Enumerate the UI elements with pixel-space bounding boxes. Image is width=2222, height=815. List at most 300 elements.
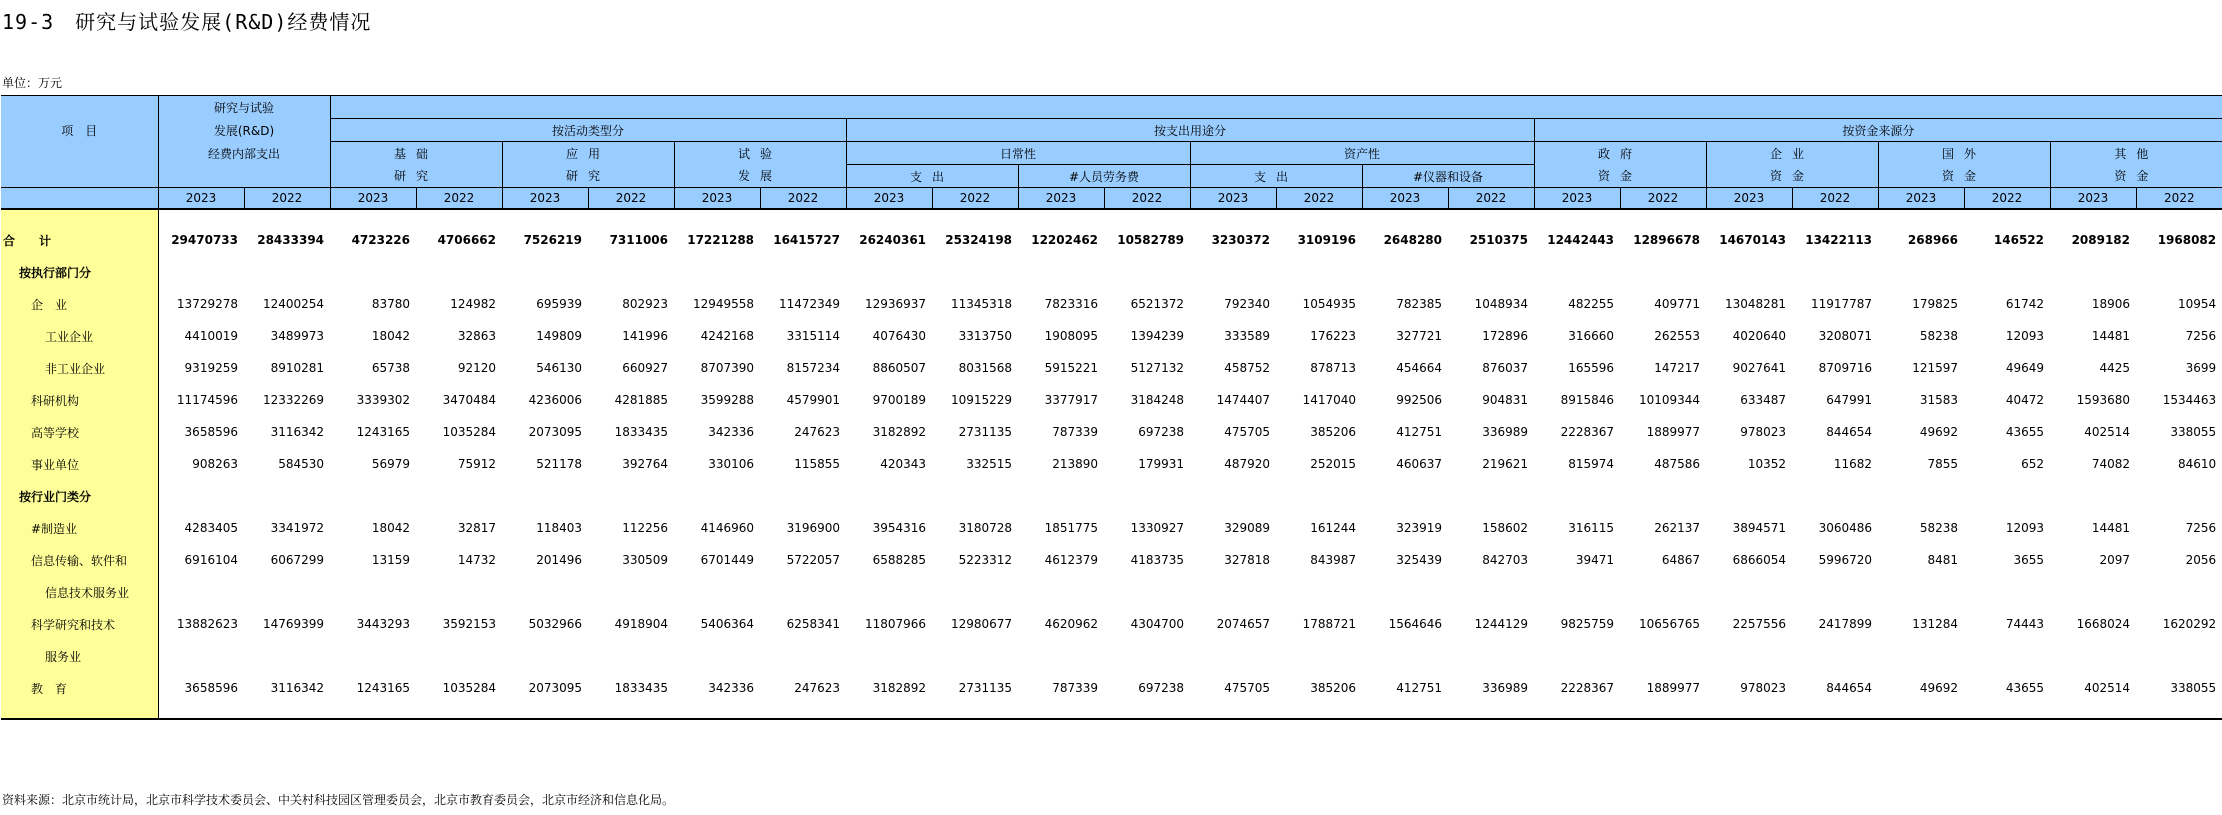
table-cell: 802923 [622, 297, 669, 311]
table-cell: 14769399 [262, 617, 325, 631]
table-cell: 39471 [1575, 553, 1615, 567]
table-cell: 336989 [1482, 425, 1529, 439]
other-funds-header: 其他 [2050, 142, 2222, 165]
year-header-2022: 2022 [244, 188, 330, 210]
table-cell [1018, 480, 1104, 512]
table-cell: 9319259 [184, 361, 238, 375]
table-cell: 2097 [2099, 553, 2131, 567]
table-cell: 1417040 [1302, 393, 1357, 407]
table-cell: 8860507 [872, 361, 927, 375]
table-cell: 74082 [2091, 457, 2131, 471]
table-cell: 487920 [1224, 457, 1271, 471]
group-source-header: 按资金来源分 [1534, 119, 2222, 142]
table-cell [674, 576, 760, 608]
table-row [1, 672, 2222, 704]
table-cell: 4242168 [700, 329, 755, 343]
table-cell: 56979 [371, 457, 411, 471]
table-row [1, 448, 2222, 480]
table-cell: 3230372 [1211, 233, 1271, 247]
table-cell: 1788721 [1302, 617, 1357, 631]
year-header-2023: 2023 [846, 188, 932, 210]
table-cell [588, 256, 674, 288]
table-cell: 29470733 [171, 233, 238, 247]
table-cell: 1243165 [356, 425, 411, 439]
table-cell [158, 576, 244, 608]
table-cell: 262553 [1654, 329, 1701, 343]
table-cell: 13882623 [176, 617, 238, 631]
table-cell: 7256 [2185, 329, 2217, 343]
table-cell: 6866054 [1732, 553, 1787, 567]
table-row [1, 384, 2222, 416]
table-cell: 83780 [371, 297, 411, 311]
table-cell: 1851775 [1044, 521, 1099, 535]
table-cell: 647991 [1826, 393, 1873, 407]
basic-research-header: 基础 [330, 142, 502, 165]
table-cell [588, 640, 674, 672]
table-cell: 4183735 [1130, 553, 1185, 567]
table-cell [1878, 640, 1964, 672]
table-cell [1878, 480, 1964, 512]
table-cell: 10352 [1747, 457, 1787, 471]
table-cell: 409771 [1654, 297, 1701, 311]
table-cell [1706, 256, 1792, 288]
basic-research-header-2: 研究 [330, 165, 502, 188]
table-cell: 5127132 [1130, 361, 1185, 375]
table-cell: 4723226 [351, 233, 411, 247]
table-cell: 327721 [1396, 329, 1443, 343]
table-cell [1276, 480, 1362, 512]
table-cell [330, 480, 416, 512]
table-cell: 252015 [1310, 457, 1357, 471]
table-cell: 1968082 [2157, 233, 2217, 247]
table-cell: 179825 [1912, 297, 1959, 311]
table-cell: 10954 [2177, 297, 2217, 311]
year-header-2022: 2022 [1620, 188, 1706, 210]
table-cell [1018, 576, 1104, 608]
table-cell: 5722057 [786, 553, 841, 567]
table-cell [2050, 256, 2136, 288]
table-cell: 213890 [1052, 457, 1099, 471]
table-cell: 7823316 [1044, 297, 1099, 311]
table-cell [1448, 480, 1534, 512]
table-cell: 16415727 [773, 233, 841, 247]
table-cell [244, 640, 330, 672]
table-cell: 342336 [708, 425, 755, 439]
table-cell: 338055 [2170, 425, 2217, 439]
table-cell: 908263 [192, 457, 238, 471]
personnel-header: #人员劳务费 [1018, 165, 1190, 188]
table-cell: 3658596 [184, 425, 238, 439]
table-row [1, 576, 2222, 608]
table-cell: 5915221 [1044, 361, 1099, 375]
row-label: 按行业门类分 [1, 480, 158, 512]
table-cell: 13048281 [1724, 297, 1787, 311]
table-cell: 3184248 [1130, 393, 1185, 407]
row-label: 科研机构 [1, 384, 158, 416]
row-label: 高等学校 [1, 416, 158, 448]
table-cell [846, 256, 932, 288]
table-cell: 2228367 [1560, 425, 1615, 439]
year-header-2022: 2022 [588, 188, 674, 210]
row-label: 服务业 [1, 640, 158, 672]
table-cell: 2089182 [2071, 233, 2131, 247]
table-cell: 3180728 [958, 521, 1013, 535]
table-cell: 9700189 [872, 393, 927, 407]
table-cell [2050, 576, 2136, 608]
table-cell [1362, 640, 1448, 672]
table-cell: 10582789 [1117, 233, 1185, 247]
table-cell [502, 576, 588, 608]
table-cell: 1593680 [2076, 393, 2131, 407]
row-label: 信息传输、软件和 [1, 544, 158, 576]
table-cell: 61742 [2005, 297, 2045, 311]
table-cell [1620, 640, 1706, 672]
table-cell [1276, 576, 1362, 608]
table-cell: 338055 [2170, 681, 2217, 695]
table-cell [1104, 576, 1190, 608]
table-cell: 31583 [1919, 393, 1959, 407]
table-cell: 1908095 [1044, 329, 1099, 343]
table-cell: 2731135 [958, 681, 1013, 695]
table-cell: 1889977 [1646, 425, 1701, 439]
table-cell: 13159 [371, 553, 411, 567]
table-cell: 697238 [1138, 681, 1185, 695]
table-cell: 8915846 [1560, 393, 1615, 407]
table-cell: 3894571 [1732, 521, 1787, 535]
table-cell: 3116342 [270, 425, 325, 439]
table-cell: 10915229 [950, 393, 1013, 407]
table-cell: 1833435 [614, 681, 669, 695]
table-cell: 412751 [1396, 425, 1443, 439]
table-cell [1104, 480, 1190, 512]
table-cell [1276, 640, 1362, 672]
table-cell: 330509 [622, 553, 669, 567]
table-cell [2136, 640, 2222, 672]
year-header-2023: 2023 [330, 188, 416, 210]
table-cell: 3377917 [1044, 393, 1099, 407]
row-label: 信息技术服务业 [1, 576, 158, 608]
table-cell: 92120 [457, 361, 497, 375]
table-cell: 8707390 [700, 361, 755, 375]
table-cell: 1833435 [614, 425, 669, 439]
table-cell: 1668024 [2076, 617, 2131, 631]
table-cell: 1048934 [1474, 297, 1529, 311]
table-cell: 26240361 [859, 233, 927, 247]
table-cell: 58238 [1919, 521, 1959, 535]
gov-funds-header-2: 资金 [1534, 165, 1706, 188]
table-row [1, 416, 2222, 448]
table-cell: 402514 [2084, 681, 2131, 695]
table-cell [1620, 576, 1706, 608]
year-header-2023: 2023 [2050, 188, 2136, 210]
table-cell: 3313750 [958, 329, 1013, 343]
table-cell: 316115 [1568, 521, 1615, 535]
table-cell [1534, 640, 1620, 672]
table-cell: 652 [2021, 457, 2045, 471]
table-cell: 4146960 [700, 521, 755, 535]
table-cell: 1244129 [1474, 617, 1529, 631]
year-header-2023: 2023 [1706, 188, 1792, 210]
table-cell [1878, 256, 1964, 288]
row-label: 工业企业 [1, 320, 158, 352]
table-cell: 3699 [2185, 361, 2217, 375]
table-row [1, 320, 2222, 352]
table-row [1, 288, 2222, 320]
table-cell [1534, 576, 1620, 608]
table-cell: 6916104 [184, 553, 238, 567]
year-header-2022: 2022 [932, 188, 1018, 210]
table-cell: 10109344 [1638, 393, 1701, 407]
table-cell [1190, 256, 1276, 288]
table-cell: 12949558 [692, 297, 755, 311]
rd-header-line3: 经费内部支出 [158, 142, 330, 165]
table-cell [1276, 256, 1362, 288]
table-cell [1706, 640, 1792, 672]
applied-research-header: 应用 [502, 142, 674, 165]
table-cell: 10656765 [1638, 617, 1701, 631]
table-cell: 18042 [371, 329, 411, 343]
table-cell: 17221288 [687, 233, 755, 247]
table-cell: 4918904 [614, 617, 669, 631]
table-cell [244, 480, 330, 512]
table-cell: 1534463 [2162, 393, 2217, 407]
table-cell [1448, 576, 1534, 608]
table-cell: 11345318 [950, 297, 1013, 311]
gov-funds-header: 政府 [1534, 142, 1706, 165]
table-cell [1362, 256, 1448, 288]
table-cell: 11917787 [1810, 297, 1873, 311]
table-cell: 323919 [1396, 521, 1443, 535]
year-header-2023: 2023 [1362, 188, 1448, 210]
table-cell: 697238 [1138, 425, 1185, 439]
year-header-2023: 2023 [1534, 188, 1620, 210]
table-cell: 6701449 [700, 553, 755, 567]
table-cell: 782385 [1396, 297, 1443, 311]
source-note: 资料来源：北京市统计局，北京市科学技术委员会、中关村科技园区管理委员会，北京市教育委员会，北京市经济和信息化局。 [2, 793, 675, 807]
group-use-header: 按支出用途分 [846, 119, 1534, 142]
table-cell: 3182892 [872, 425, 927, 439]
table-cell: 268966 [1907, 233, 1959, 247]
table-row [1, 480, 2222, 512]
table-cell [1964, 256, 2050, 288]
table-cell: 3443293 [356, 617, 411, 631]
table-cell: 4304700 [1130, 617, 1185, 631]
table-cell: 12202462 [1031, 233, 1099, 247]
table-cell [1964, 640, 2050, 672]
row-label: 科学研究和技术 [1, 608, 158, 640]
table-cell: 3116342 [270, 681, 325, 695]
row-label: 按执行部门分 [1, 256, 158, 288]
year-header-2023: 2023 [1878, 188, 1964, 210]
table-cell: 7256 [2185, 521, 2217, 535]
year-header-2022: 2022 [1276, 188, 1362, 210]
ent-funds-header: 企业 [1706, 142, 1878, 165]
table-cell: 84610 [2177, 457, 2217, 471]
experimental-dev-header-2: 发展 [674, 165, 846, 188]
year-header-2023: 2023 [1018, 188, 1104, 210]
table-cell: 333589 [1224, 329, 1271, 343]
table-cell: 4612379 [1044, 553, 1099, 567]
table-row [1, 224, 2222, 256]
table-cell: 787339 [1052, 425, 1099, 439]
table-cell: 392764 [622, 457, 669, 471]
table-cell [1620, 480, 1706, 512]
table-cell [932, 480, 1018, 512]
table-cell [588, 576, 674, 608]
table-cell [674, 256, 760, 288]
table-cell: 12980677 [950, 617, 1013, 631]
table-cell [1964, 576, 2050, 608]
table-cell [1792, 480, 1878, 512]
table-cell [1534, 480, 1620, 512]
table-cell: 219621 [1482, 457, 1529, 471]
table-cell [932, 576, 1018, 608]
year-header-2022: 2022 [416, 188, 502, 210]
page-title: 19-3 研究与试验发展(R&D)经费情况 [2, 10, 372, 34]
table-cell [846, 576, 932, 608]
table-cell [244, 256, 330, 288]
table-cell [1104, 640, 1190, 672]
row-label: 合计 [1, 224, 158, 256]
table-cell: 3489973 [270, 329, 325, 343]
year-header-2023: 2023 [1190, 188, 1276, 210]
table-cell: 28433394 [257, 233, 325, 247]
table-cell: 49692 [1919, 425, 1959, 439]
daily-expense-header-2: 支出 [846, 165, 1018, 188]
table-cell: 7311006 [609, 233, 669, 247]
ent-funds-header-2: 资金 [1706, 165, 1878, 188]
table-cell: 3109196 [1297, 233, 1357, 247]
table-cell: 131284 [1912, 617, 1959, 631]
table-cell: 1474407 [1216, 393, 1271, 407]
table-cell: 12400254 [262, 297, 325, 311]
table-cell: 458752 [1224, 361, 1271, 375]
table-cell: 12093 [2005, 329, 2045, 343]
table-cell: 336989 [1482, 681, 1529, 695]
table-cell: 179931 [1138, 457, 1185, 471]
table-cell: 1564646 [1388, 617, 1443, 631]
table-cell: 2417899 [1818, 617, 1873, 631]
table-cell: 2073095 [528, 425, 583, 439]
table-cell: 121597 [1912, 361, 1959, 375]
table-cell [932, 640, 1018, 672]
table-cell [1190, 640, 1276, 672]
table-cell: 18042 [371, 521, 411, 535]
year-header-2022: 2022 [2136, 188, 2222, 210]
year-header-2023: 2023 [674, 188, 760, 210]
table-cell [1706, 480, 1792, 512]
table-cell: 11472349 [778, 297, 841, 311]
table-cell: 149809 [536, 329, 583, 343]
table-cell: 13422113 [1805, 233, 1873, 247]
equipment-header: #仪器和设备 [1362, 165, 1534, 188]
table-cell [1448, 640, 1534, 672]
table-cell [588, 480, 674, 512]
table-cell: 2257556 [1732, 617, 1787, 631]
table-cell: 3470484 [442, 393, 497, 407]
table-row [1, 608, 2222, 640]
table-cell: 4579901 [786, 393, 841, 407]
table-cell: 3658596 [184, 681, 238, 695]
table-cell [2136, 576, 2222, 608]
table-cell: 3208071 [1818, 329, 1873, 343]
table-cell: 65738 [371, 361, 411, 375]
table-cell [1792, 640, 1878, 672]
table-cell [1018, 640, 1104, 672]
table-cell: 1243165 [356, 681, 411, 695]
table-cell [2050, 480, 2136, 512]
year-header-2022: 2022 [1448, 188, 1534, 210]
table-cell: 172896 [1482, 329, 1529, 343]
table-cell: 876037 [1482, 361, 1529, 375]
table-cell: 4283405 [184, 521, 238, 535]
table-cell [158, 480, 244, 512]
table-cell [932, 256, 1018, 288]
table-cell [502, 256, 588, 288]
table-cell: 454664 [1396, 361, 1443, 375]
table-cell [1190, 480, 1276, 512]
table-cell [416, 576, 502, 608]
table-cell: 14481 [2091, 329, 2131, 343]
table-cell: 14670143 [1719, 233, 1787, 247]
table-cell: 49649 [2005, 361, 2045, 375]
row-label: #制造业 [1, 512, 158, 544]
table-cell [330, 256, 416, 288]
table-cell: 12093 [2005, 521, 2045, 535]
row-label: 事业单位 [1, 448, 158, 480]
table-cell: 8031568 [958, 361, 1013, 375]
table-cell [330, 640, 416, 672]
table-cell: 11807966 [864, 617, 927, 631]
table-cell [416, 480, 502, 512]
table-cell: 327818 [1224, 553, 1271, 567]
table-cell: 8157234 [786, 361, 841, 375]
table-cell [1792, 576, 1878, 608]
table-cell: 8910281 [270, 361, 325, 375]
table-cell: 460637 [1396, 457, 1443, 471]
table-cell: 3954316 [872, 521, 927, 535]
table-cell [1104, 256, 1190, 288]
table-cell: 32863 [457, 329, 497, 343]
table-cell: 4076430 [872, 329, 927, 343]
table-cell: 475705 [1224, 681, 1271, 695]
table-cell: 12896678 [1633, 233, 1701, 247]
table-cell: 161244 [1310, 521, 1357, 535]
table-cell [2136, 480, 2222, 512]
table-cell: 14481 [2091, 521, 2131, 535]
table-cell: 412751 [1396, 681, 1443, 695]
table-cell: 165596 [1568, 361, 1615, 375]
table-cell: 878713 [1310, 361, 1357, 375]
table-cell: 1054935 [1302, 297, 1357, 311]
table-cell [2136, 256, 2222, 288]
table-cell: 546130 [536, 361, 583, 375]
table-cell: 201496 [536, 553, 583, 567]
table-cell [846, 480, 932, 512]
table-cell: 3182892 [872, 681, 927, 695]
table-cell [502, 480, 588, 512]
table-cell: 158602 [1482, 521, 1529, 535]
table-cell: 247623 [794, 425, 841, 439]
table-cell: 329089 [1224, 521, 1271, 535]
table-cell: 6067299 [270, 553, 325, 567]
table-cell: 3196900 [786, 521, 841, 535]
table-cell: 3339302 [356, 393, 411, 407]
table-cell: 32817 [457, 521, 497, 535]
table-cell: 124982 [450, 297, 497, 311]
table-cell: 660927 [622, 361, 669, 375]
row-label: 教 育 [1, 672, 158, 704]
